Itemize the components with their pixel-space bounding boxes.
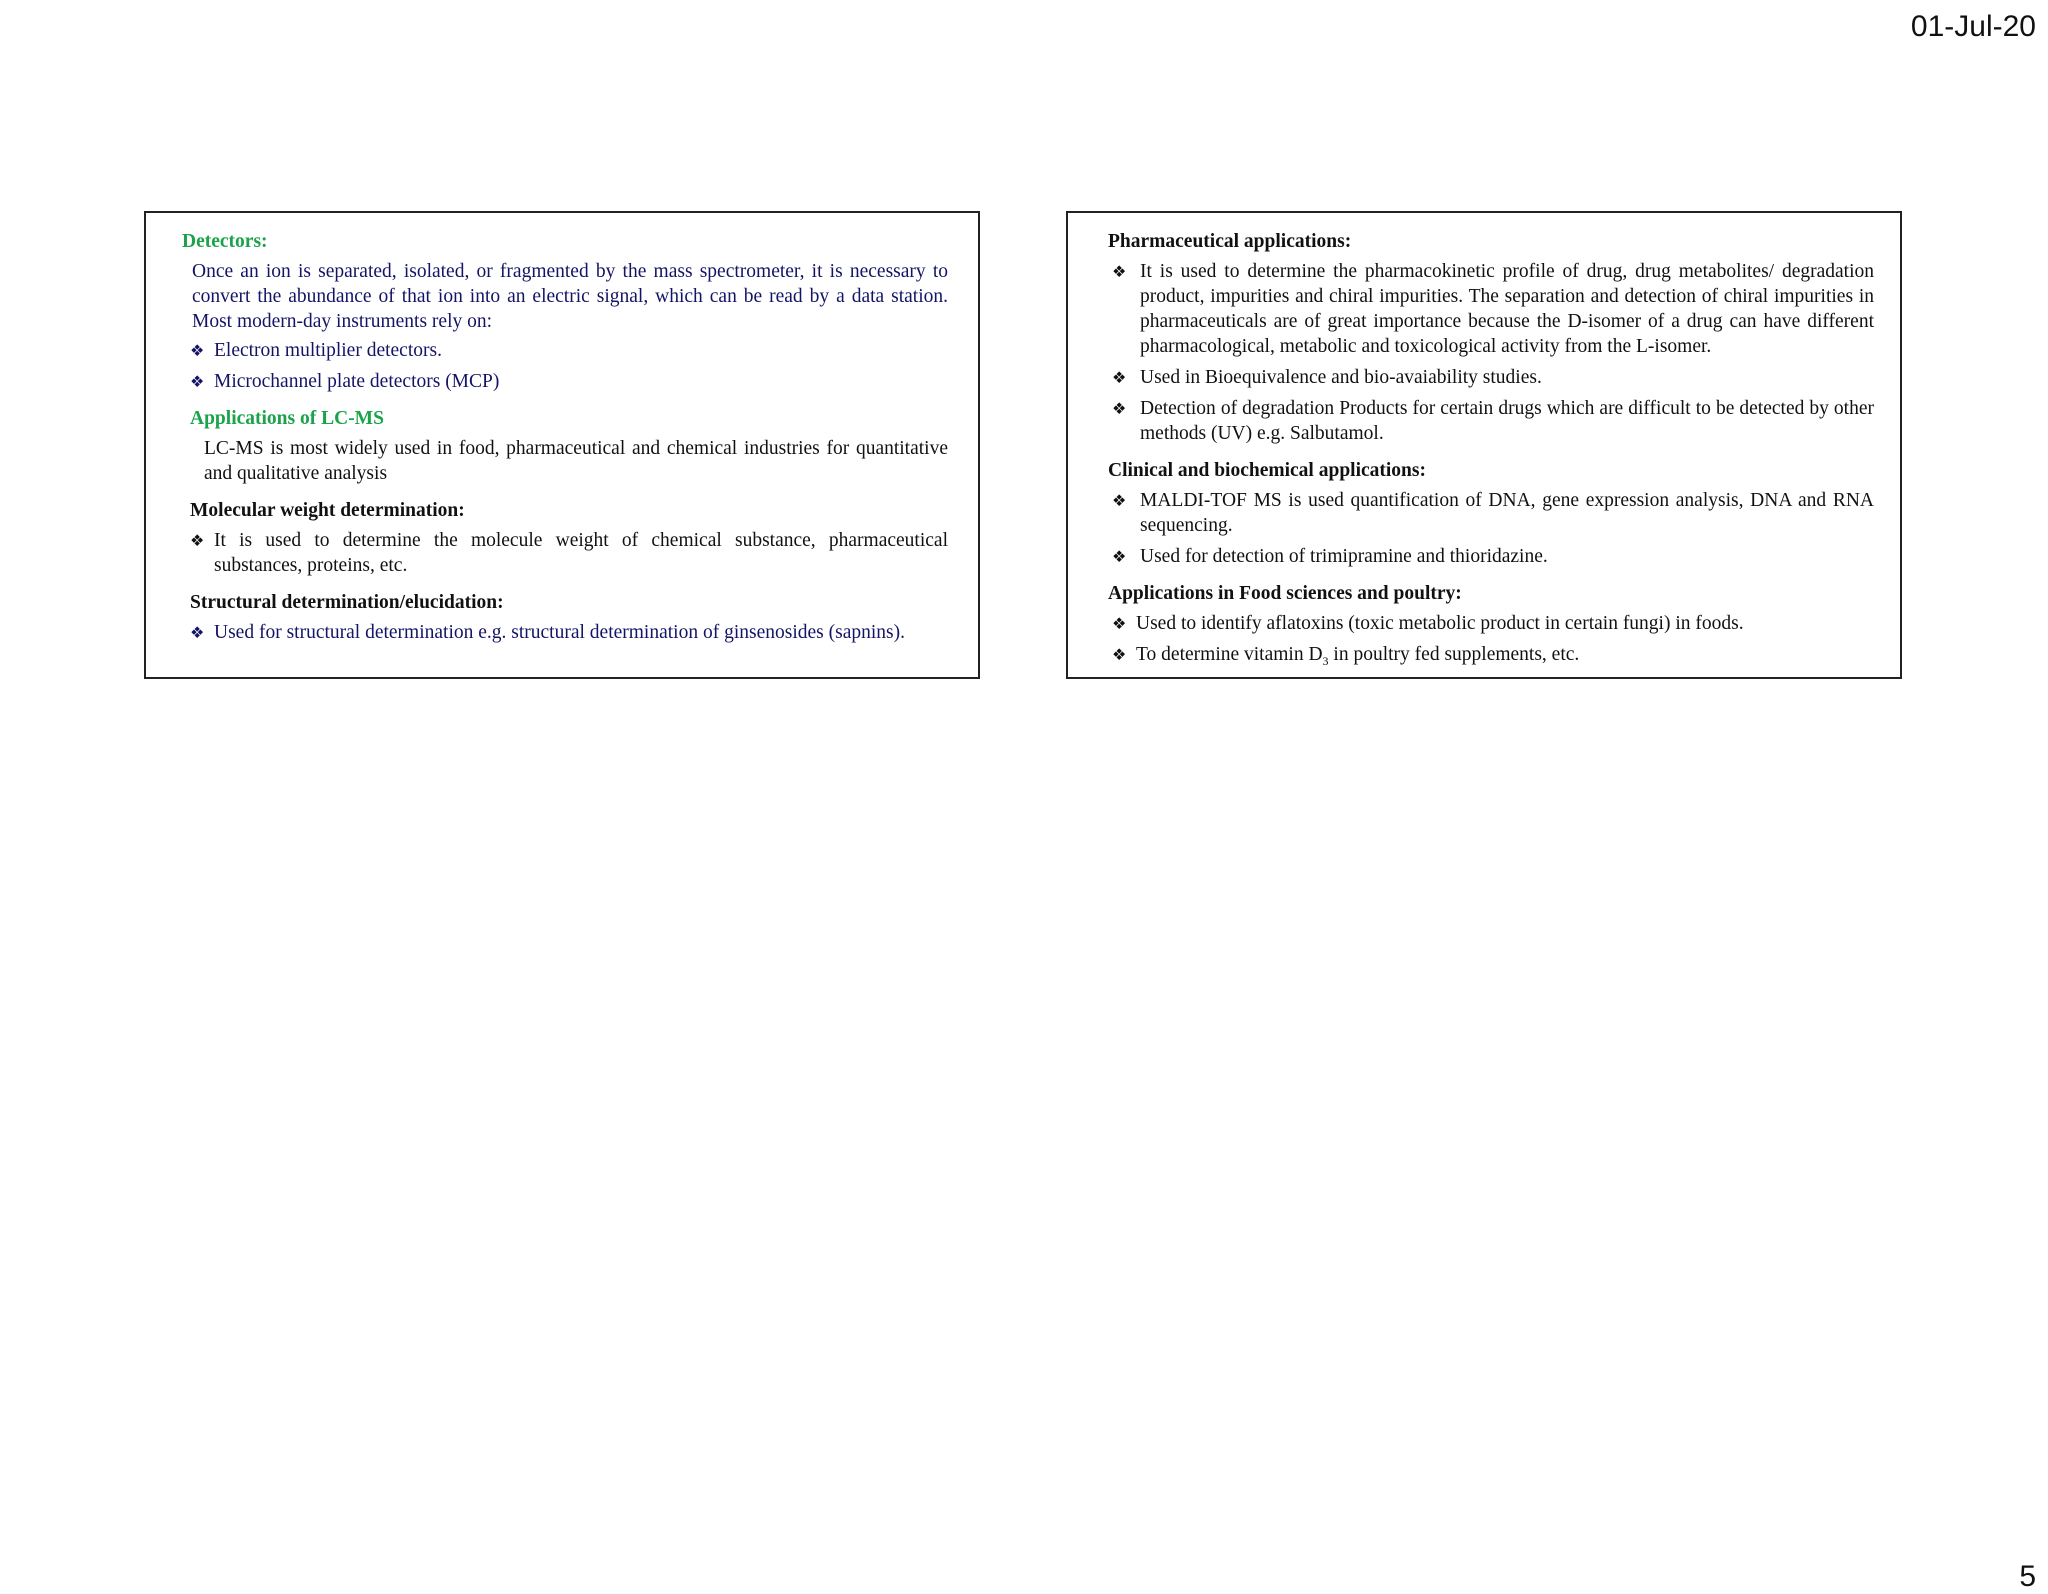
food-item-text-after: in poultry fed supplements, etc. [1328, 644, 1580, 665]
slide-left [144, 211, 980, 679]
food-item-subscript: 3 [1322, 653, 1329, 668]
diamond-bullet-icon: ❖ [1112, 491, 1127, 510]
diamond-bullet-icon: ❖ [1112, 399, 1127, 418]
applications-text: LC-MS is most widely used in food, pharmaceutical and chemical industries for quantitative and qualitative analysis [204, 438, 948, 484]
mw-item-label: It is used to determine the molecule weight of chemical substance, pharmaceutical substances, proteins, etc. [214, 530, 948, 576]
list-item [1112, 611, 1874, 636]
pharma-item-label: It is used to determine the pharmacokinetic profile of drug, drug metabolites/ degradation product, impurities and chiral impurities. The separation and detection of chiral impurities in pharmaceuticals are of great importance because the D-isomer of a drug can have different pharmacological, metabolic and toxicological activity from the L-isomer. [1140, 261, 1874, 357]
clinical-item-label: MALDI-TOF MS is used quantification of DNA, gene expression analysis, DNA and RNA sequencing. [1140, 490, 1874, 536]
diamond-bullet-icon: ❖ [190, 341, 205, 360]
diamond-bullet-icon: ❖ [190, 531, 205, 550]
detectors-heading: Detectors: [182, 231, 268, 252]
diamond-bullet-icon: ❖ [1112, 645, 1127, 664]
detectors-text: Once an ion is separated, isolated, or fragmented by the mass spectrometer, it is necessary to convert the abundance of that ion into an electric signal, which can be read by a data station. Most modern-day instruments rely on: [192, 261, 948, 332]
pharma-item-label: Used in Bioequivalence and bio-avaiability studies. [1140, 367, 1542, 388]
list-item [1112, 544, 1874, 569]
pharma-item-label: Detection of degradation Products for certain drugs which are difficult to be detected by other methods (UV) e.g. Salbutamol. [1140, 398, 1874, 444]
food-item-label: Used to identify aflatoxins (toxic metabolic product in certain fungi) in foods. [1136, 613, 1744, 634]
food-item-label [1136, 644, 1580, 668]
diamond-bullet-icon: ❖ [190, 372, 205, 391]
diamond-bullet-icon: ❖ [1112, 368, 1127, 387]
applications-heading: Applications of LC-MS [190, 408, 384, 429]
clinical-heading: Clinical and biochemical applications: [1108, 460, 1426, 481]
clinical-item-label: Used for detection of trimipramine and thioridazine. [1140, 546, 1548, 567]
diamond-bullet-icon: ❖ [190, 623, 205, 642]
structural-heading: Structural determination/elucidation: [190, 592, 504, 613]
slide-right [1066, 211, 1902, 679]
diamond-bullet-icon: ❖ [1112, 614, 1127, 633]
structural-item-label: Used for structural determination e.g. structural determination of ginsenosides (sapnins). [214, 622, 905, 643]
detector-item-label: Electron multiplier detectors. [214, 340, 442, 361]
diamond-bullet-icon: ❖ [1112, 262, 1127, 281]
food-heading: Applications in Food sciences and poultry: [1108, 583, 1462, 604]
list-item [190, 528, 948, 578]
list-item [1112, 642, 1874, 674]
food-item-text-before: To determine vitamin D [1136, 644, 1323, 665]
list-item [1112, 488, 1874, 538]
detector-item-label: Microchannel plate detectors (MCP) [214, 371, 500, 392]
list-item [1112, 365, 1874, 390]
page-number: 5 [2019, 1560, 2036, 1593]
list-item [190, 620, 948, 645]
list-item [190, 369, 948, 394]
diamond-bullet-icon: ❖ [1112, 547, 1127, 566]
list-item [1112, 396, 1874, 446]
list-item [190, 338, 948, 363]
pharma-heading: Pharmaceutical applications: [1108, 231, 1352, 252]
list-item [1112, 259, 1874, 359]
page-date: 01-Jul-20 [1910, 10, 2036, 43]
mw-heading: Molecular weight determination: [190, 500, 465, 521]
